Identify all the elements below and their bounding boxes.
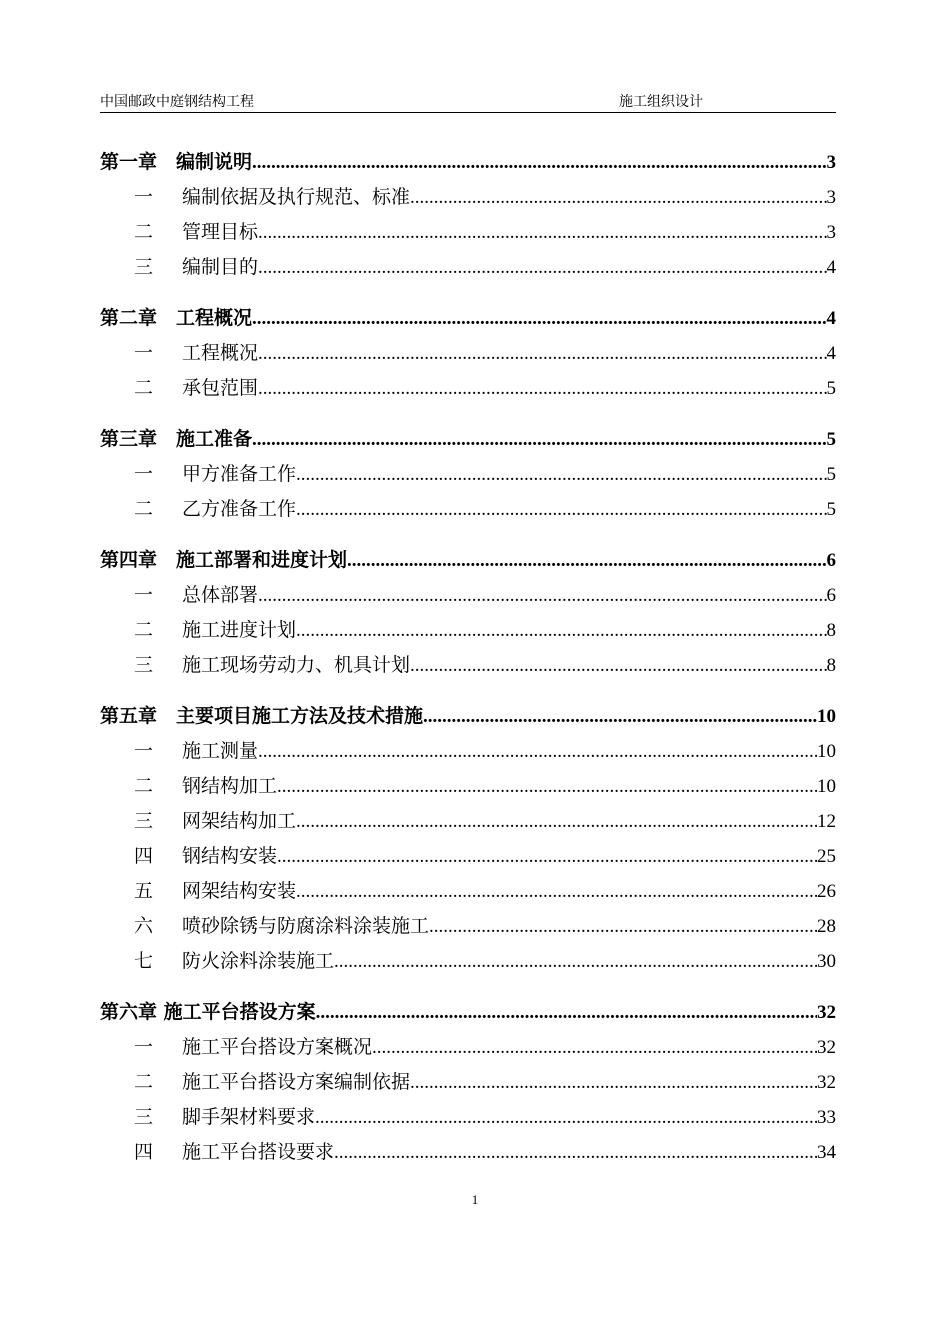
toc-dot-leader [296, 613, 826, 648]
toc-section-title: 施工测量 [182, 740, 259, 762]
toc-page-number: 6 [826, 585, 836, 606]
toc-dot-leader [410, 180, 826, 215]
toc-section-number: 二 [134, 619, 154, 641]
toc-chapter-entry[interactable] [100, 301, 836, 336]
toc-section-title: 乙方准备工作 [182, 498, 297, 520]
toc-dot-leader [410, 1065, 817, 1100]
toc-dot-leader [258, 250, 826, 285]
toc-chapter-title: 施工平台搭设方案 [163, 1001, 316, 1023]
toc-chapter-number: 第二章 [100, 307, 177, 329]
toc-chapter-number: 第五章 [100, 705, 177, 727]
toc-section-title: 编制依据及执行规范、标准 [182, 186, 411, 208]
toc-chapter-number: 第一章 [100, 151, 177, 173]
toc-section-entry[interactable] [100, 909, 836, 944]
toc-page-number: 32 [817, 1002, 836, 1023]
toc-page-number: 4 [826, 257, 836, 278]
toc-section-number: 六 [134, 915, 154, 937]
toc-section-entry[interactable] [100, 180, 836, 215]
toc-section-title: 钢结构安装 [182, 845, 278, 867]
toc-section-entry[interactable] [100, 839, 836, 874]
toc-section-entry[interactable] [100, 1065, 836, 1100]
toc-page-number: 25 [817, 846, 836, 867]
toc-section-title: 施工平台搭设方案概况 [182, 1036, 373, 1058]
toc-dot-leader [258, 215, 826, 250]
toc-section-title: 网架结构加工 [182, 810, 297, 832]
toc-dot-leader [296, 457, 826, 492]
toc-section-title: 总体部署 [182, 584, 259, 606]
toc-section-number: 一 [134, 584, 154, 606]
toc-section-title: 施工现场劳动力、机具计划 [182, 654, 411, 676]
toc-section-title: 承包范围 [182, 377, 259, 399]
toc-dot-leader [258, 734, 817, 769]
toc-section-number: 一 [134, 186, 154, 208]
toc-section-number: 二 [134, 1071, 154, 1093]
toc-page-number: 26 [817, 881, 836, 902]
toc-page-number: 8 [826, 655, 836, 676]
toc-section-entry[interactable] [100, 250, 836, 285]
toc-page-number: 5 [826, 464, 836, 485]
toc-dot-leader [315, 1100, 817, 1135]
toc-page-number: 5 [826, 429, 836, 450]
toc-page-number: 30 [817, 951, 836, 972]
toc-dot-leader [252, 422, 826, 457]
toc-dot-leader [277, 839, 817, 874]
page-header [100, 90, 836, 113]
toc-dot-leader [252, 145, 826, 180]
toc-page-number: 8 [826, 620, 836, 641]
toc-section-number: 三 [134, 654, 154, 676]
page-number: 1 [471, 1192, 479, 1207]
toc-dot-leader [296, 492, 826, 527]
toc-section-title: 工程概况 [182, 342, 259, 364]
toc-page-number: 10 [817, 741, 836, 762]
toc-section-number: 二 [134, 498, 154, 520]
toc-section-number: 七 [134, 950, 154, 972]
toc-chapter-entry[interactable] [100, 145, 836, 180]
toc-page-number: 4 [826, 343, 836, 364]
toc-page-number: 3 [826, 222, 836, 243]
toc-section-title: 施工平台搭设方案编制依据 [182, 1071, 411, 1093]
toc-section-title: 管理目标 [182, 221, 259, 243]
toc-section-entry[interactable] [100, 1030, 836, 1065]
toc-dot-leader [334, 944, 817, 979]
toc-chapter-entry[interactable] [100, 422, 836, 457]
toc-dot-leader [258, 578, 826, 613]
toc-chapter-title: 编制说明 [176, 151, 253, 173]
toc-section-number: 二 [134, 377, 154, 399]
toc-chapter-number: 第四章 [100, 549, 177, 571]
toc-section-number: 三 [134, 1106, 154, 1128]
toc-section-title: 钢结构加工 [182, 775, 278, 797]
toc-dot-leader [410, 648, 826, 683]
toc-section-entry[interactable] [100, 613, 836, 648]
toc-section-title: 施工进度计划 [182, 619, 297, 641]
toc-chapter-title: 施工准备 [176, 428, 253, 450]
toc-section-title: 编制目的 [182, 256, 259, 278]
toc-page-number: 32 [817, 1037, 836, 1058]
toc-page-number: 3 [826, 152, 836, 173]
toc-section-entry[interactable] [100, 492, 836, 527]
toc-page-number: 5 [826, 499, 836, 520]
toc-section-title: 施工平台搭设要求 [182, 1141, 335, 1163]
toc-section-entry[interactable] [100, 944, 836, 979]
toc-dot-leader [296, 874, 817, 909]
header-project-name: 中国邮政中庭钢结构工程 [100, 94, 254, 110]
toc-section-number: 一 [134, 740, 154, 762]
toc-dot-leader [252, 301, 826, 336]
toc-section-title: 喷砂除锈与防腐涂料涂装施工 [182, 915, 430, 937]
toc-section-number: 四 [134, 1141, 154, 1163]
toc-section-entry[interactable] [100, 734, 836, 769]
header-document-type: 施工组织设计 [619, 94, 703, 110]
toc-section-title: 脚手架材料要求 [182, 1106, 316, 1128]
toc-section-title: 甲方准备工作 [182, 463, 297, 485]
toc-dot-leader [277, 769, 817, 804]
toc-page-number: 5 [826, 378, 836, 399]
toc-page-number: 34 [817, 1142, 836, 1163]
toc-section-number: 一 [134, 342, 154, 364]
toc-section-number: 四 [134, 845, 154, 867]
toc-section-number: 五 [134, 880, 154, 902]
toc-section-number: 三 [134, 256, 154, 278]
toc-page-number: 6 [826, 550, 836, 571]
toc-chapter-entry[interactable] [100, 995, 836, 1030]
toc-dot-leader [258, 336, 826, 371]
toc-section-entry[interactable] [100, 336, 836, 371]
toc-section-entry[interactable] [100, 648, 836, 683]
toc-page-number: 12 [817, 811, 836, 832]
toc-section-number: 一 [134, 463, 154, 485]
toc-page-number: 10 [817, 776, 836, 797]
toc-page-number: 4 [826, 308, 836, 329]
toc-chapter-entry[interactable] [100, 699, 836, 734]
toc-page-number: 32 [817, 1072, 836, 1093]
toc-chapter-title: 工程概况 [176, 307, 253, 329]
toc-section-entry[interactable] [100, 769, 836, 804]
toc-section-entry[interactable] [100, 457, 836, 492]
toc-section-entry[interactable] [100, 215, 836, 250]
toc-section-number: 三 [134, 810, 154, 832]
toc-chapter-number: 第六章 [100, 1001, 164, 1023]
toc-chapter-title: 施工部署和进度计划 [176, 549, 348, 571]
toc-chapter-number: 第三章 [100, 428, 177, 450]
toc-page-number: 3 [826, 187, 836, 208]
toc-section-number: 二 [134, 775, 154, 797]
toc-dot-leader [347, 543, 826, 578]
toc-section-title: 网架结构安装 [182, 880, 297, 902]
toc-section-entry[interactable] [100, 371, 836, 406]
toc-dot-leader [372, 1030, 817, 1065]
toc-page-number: 28 [817, 916, 836, 937]
toc-section-title: 防火涂料涂装施工 [182, 950, 335, 972]
table-of-contents [100, 145, 836, 1170]
toc-dot-leader [316, 995, 817, 1030]
toc-chapter-entry[interactable] [100, 543, 836, 578]
toc-page-number: 33 [817, 1107, 836, 1128]
toc-dot-leader [423, 699, 817, 734]
toc-section-number: 一 [134, 1036, 154, 1058]
toc-page-number: 10 [817, 706, 836, 727]
toc-section-entry[interactable] [100, 874, 836, 909]
toc-section-entry[interactable] [100, 1100, 836, 1135]
toc-section-entry[interactable] [100, 804, 836, 839]
toc-dot-leader [296, 804, 817, 839]
toc-dot-leader [258, 371, 826, 406]
toc-dot-leader [429, 909, 817, 944]
toc-section-number: 二 [134, 221, 154, 243]
toc-section-entry[interactable] [100, 578, 836, 613]
toc-dot-leader [334, 1135, 817, 1170]
toc-section-entry[interactable] [100, 1135, 836, 1170]
toc-chapter-title: 主要项目施工方法及技术措施 [176, 705, 424, 727]
